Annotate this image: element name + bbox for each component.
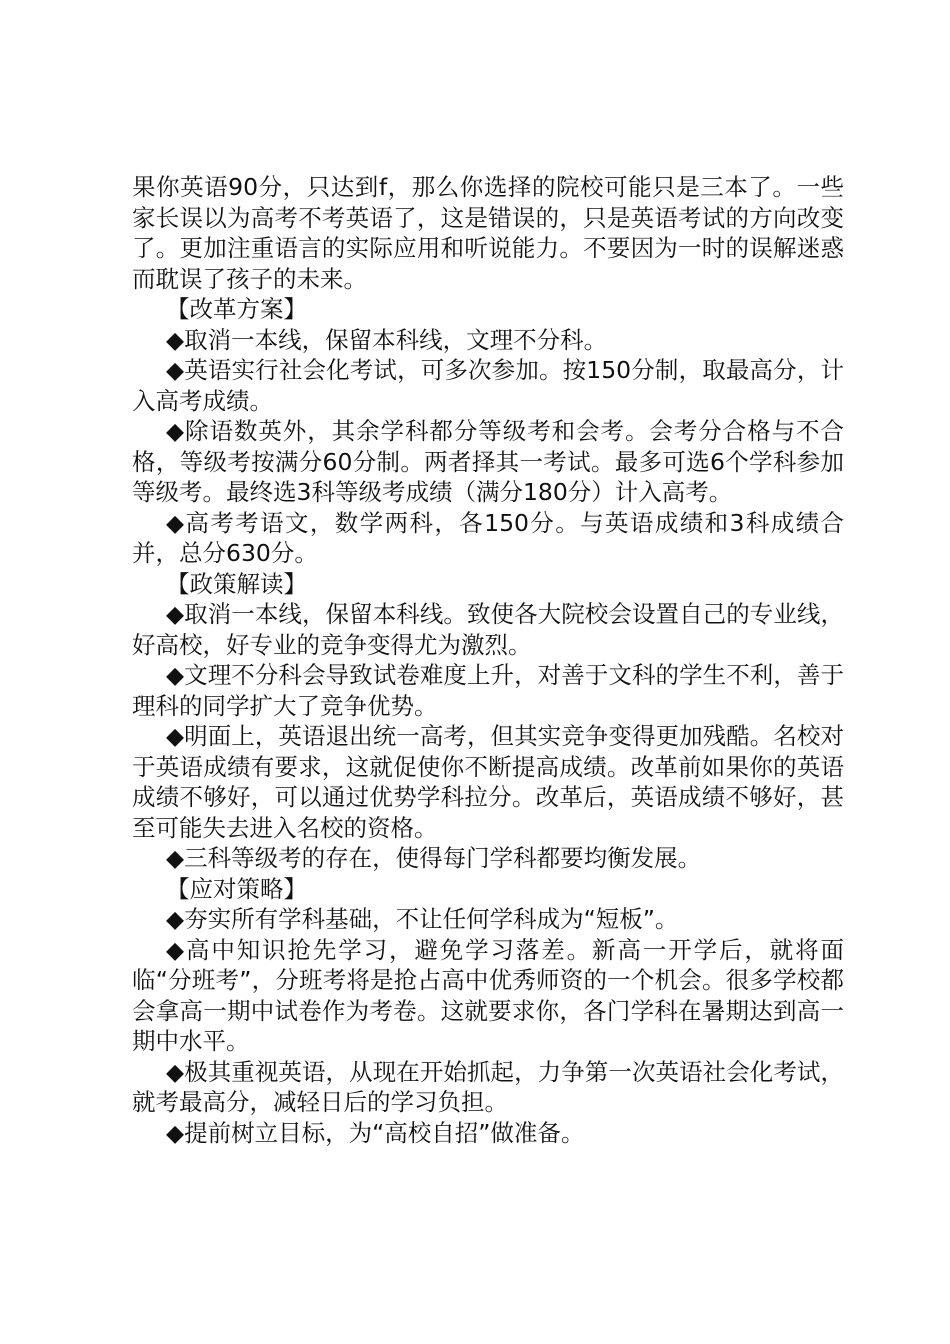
section-heading-policy-interpretation: 【政策解读】: [166, 569, 307, 598]
bullet-paragraph: ◆英语实行社会化考试，可多次参加。按150分制，取最高分，计入高考成绩。: [132, 356, 844, 415]
bullet-paragraph: ◆明面上，英语退出统一高考，但其实竞争变得更加残酷。名校对于英语成绩有要求，这就促使你不断提高成绩。改革前如果你的英语成绩不够好，可以通过优势学科拉分。改革后，英语成绩不够好，甚至可能失去进入名校的资格。: [132, 722, 844, 842]
bullet-paragraph: ◆夯实所有学科基础，不让任何学科成为“短板”。: [166, 905, 679, 933]
bullet-paragraph: ◆提前树立目标，为“高校自招”做准备。: [166, 1118, 585, 1147]
bullet-paragraph: ◆取消一本线，保留本科线。致使各大院校会设置自己的专业线，好高校，好专业的竞争变得尤为激烈。: [132, 600, 844, 659]
bullet-paragraph: ◆极其重视英语，从现在开始抓起，力争第一次英语社会化考试，就考最高分，减轻日后的学习负担。: [132, 1057, 844, 1116]
bullet-paragraph: ◆高考考语文，数学两科，各150分。与英语成绩和3科成绩合并，总分630分。: [132, 508, 844, 567]
section-heading-reform-plan: 【改革方案】: [166, 295, 307, 323]
bullet-paragraph: ◆三科等级考的存在，使得每门学科都要均衡发展。: [166, 844, 702, 872]
bullet-paragraph: ◆除语数英外，其余学科都分等级考和会考。会考分合格与不合格，等级考按满分60分制。两者择其一考试。最多可选6个学科参加等级考。最终选3科等级考成绩（满分180分）计入高考。: [132, 417, 844, 506]
section-heading-coping-strategy: 【应对策略】: [166, 874, 307, 903]
document-body: [132, 172, 844, 1148]
bullet-paragraph: ◆高中知识抢先学习，避免学习落差。新高一开学后，就将面临“分班考”，分班考将是抢占高中优秀师资的一个机会。很多学校都会拿高一期中试卷作为考卷。这就要求你，各门学科在暑期达到高一期中水平。: [132, 935, 844, 1055]
paragraph-continuation: 果你英语90分，只达到f，那么你选择的院校可能只是三本了。一些家长误以为高考不考英语了，这是错误的，只是英语考试的方向改变了。更加注重语言的实际应用和听说能力。不要因为一时的误解迷惑而耽误了孩子的未来。: [132, 173, 844, 293]
bullet-paragraph: ◆文理不分科会导致试卷难度上升，对善于文科的学生不利，善于理科的同学扩大了竞争优势。: [132, 661, 844, 720]
bullet-paragraph: ◆取消一本线，保留本科线，文理不分科。: [166, 325, 608, 354]
